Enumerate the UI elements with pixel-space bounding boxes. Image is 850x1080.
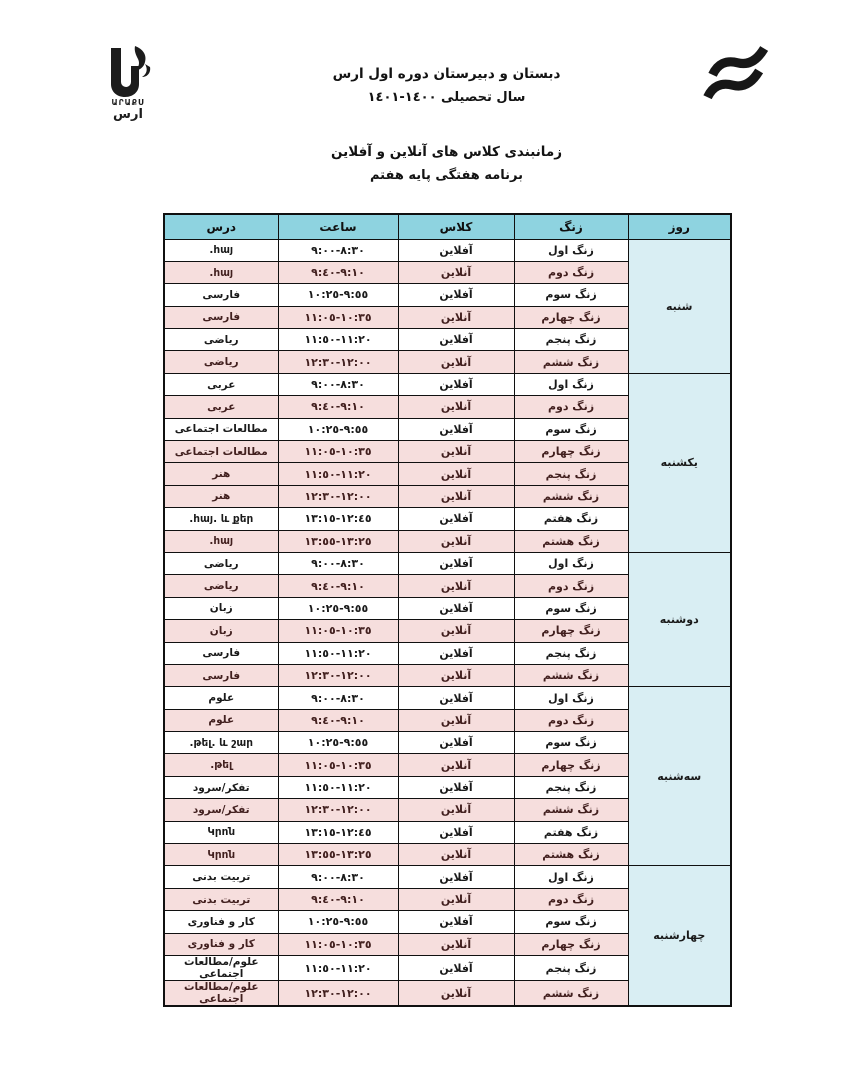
time-cell: ١٢:٠٠-١٢:٣٠ <box>278 664 398 686</box>
class-mode-cell: آفلاین <box>398 597 514 619</box>
time-cell: ١٢:٠٠-١٢:٣٠ <box>278 351 398 373</box>
time-cell: ٨:٣٠-٩:٠٠ <box>278 373 398 395</box>
class-mode-cell: آنلاین <box>398 664 514 686</box>
table-row <box>164 687 731 709</box>
academic-year: سال تحصیلی ١٤٠٠-١٤٠١ <box>367 90 526 105</box>
bell-cell: زنگ اول <box>514 687 628 709</box>
table-row <box>164 373 731 395</box>
bell-cell: زنگ سوم <box>514 284 628 306</box>
lesson-cell: علوم/مطالعات اجتماعی <box>164 956 278 981</box>
class-mode-cell: آنلاین <box>398 981 514 1007</box>
bell-cell: زنگ ششم <box>514 981 628 1007</box>
time-cell: ١٢:٠٠-١٢:٣٠ <box>278 981 398 1007</box>
bell-cell: زنگ سوم <box>514 597 628 619</box>
lesson-cell: հայ. և քեր. <box>164 508 278 530</box>
day-cell: چهارشنبه <box>628 866 731 1006</box>
lesson-cell: ریاضی <box>164 329 278 351</box>
time-cell: ٨:٣٠-٩:٠٠ <box>278 866 398 888</box>
time-cell: ٩:١٠-٩:٤٠ <box>278 396 398 418</box>
time-cell: ٩:١٠-٩:٤٠ <box>278 575 398 597</box>
bell-cell: زنگ دوم <box>514 709 628 731</box>
time-cell: ١١:٢٠-١١:٥٠ <box>278 463 398 485</box>
weekly-schedule-table <box>163 213 732 1007</box>
lesson-cell: հայ. <box>164 530 278 552</box>
lesson-cell: Կրոն <box>164 821 278 843</box>
time-cell: ٨:٣٠-٩:٠٠ <box>278 687 398 709</box>
school-title: دبستان و دبیرستان دوره اول ارس <box>332 66 561 82</box>
lesson-cell: تفکر/سرود <box>164 776 278 798</box>
bell-cell: زنگ دوم <box>514 396 628 418</box>
school-name-persian: ارس <box>113 107 143 122</box>
day-cell: دوشنبه <box>628 552 731 686</box>
class-mode-cell: آفلاین <box>398 821 514 843</box>
time-cell: ١١:٢٠-١١:٥٠ <box>278 776 398 798</box>
bell-cell: زنگ پنجم <box>514 956 628 981</box>
day-cell: یکشنبه <box>628 373 731 552</box>
col-header-class: کلاس <box>398 214 514 239</box>
class-mode-cell: آنلاین <box>398 933 514 955</box>
lesson-cell: علوم <box>164 687 278 709</box>
lesson-cell: فارسی <box>164 306 278 328</box>
time-cell: ٩:٥٥-١٠:٢٥ <box>278 284 398 306</box>
class-mode-cell: آنلاین <box>398 575 514 597</box>
lesson-cell: علوم/مطالعات اجتماعی <box>164 981 278 1007</box>
class-mode-cell: آفلاین <box>398 911 514 933</box>
lesson-cell: ریاضی <box>164 575 278 597</box>
school-emblem-icon <box>105 44 151 98</box>
col-header-day: روز <box>628 214 731 239</box>
lesson-cell: کار و فناوری <box>164 911 278 933</box>
class-mode-cell: آفلاین <box>398 239 514 261</box>
table-row <box>164 552 731 574</box>
bell-cell: زنگ دوم <box>514 261 628 283</box>
lesson-cell: ریاضی <box>164 552 278 574</box>
class-mode-cell: آفلاین <box>398 866 514 888</box>
bell-cell: زنگ دوم <box>514 575 628 597</box>
class-mode-cell: آفلاین <box>398 552 514 574</box>
lesson-cell: مطالعات اجتماعی <box>164 418 278 440</box>
class-mode-cell: آنلاین <box>398 463 514 485</box>
class-mode-cell: آنلاین <box>398 396 514 418</box>
class-mode-cell: آنلاین <box>398 441 514 463</box>
class-mode-cell: آفلاین <box>398 508 514 530</box>
grade-title: برنامه هفتگی پایه هفتم <box>369 168 524 183</box>
bell-cell: زنگ چهارم <box>514 754 628 776</box>
table-row <box>164 866 731 888</box>
time-cell: ١٢:٠٠-١٢:٣٠ <box>278 485 398 507</box>
bell-cell: زنگ سوم <box>514 418 628 440</box>
time-cell: ١٢:٤٥-١٣:١٥ <box>278 821 398 843</box>
bell-cell: زنگ ششم <box>514 664 628 686</box>
class-mode-cell: آنلاین <box>398 799 514 821</box>
lesson-cell: مطالعات اجتماعی <box>164 441 278 463</box>
bell-cell: زنگ چهارم <box>514 620 628 642</box>
bell-cell: زنگ هفتم <box>514 821 628 843</box>
class-mode-cell: آنلاین <box>398 888 514 910</box>
table-header-row <box>164 214 731 239</box>
bell-cell: زنگ سوم <box>514 911 628 933</box>
time-cell: ٩:١٠-٩:٤٠ <box>278 709 398 731</box>
document-subheader <box>163 144 730 184</box>
col-header-time: ساعت <box>278 214 398 239</box>
time-cell: ١٠:٣٥-١١:٠٥ <box>278 441 398 463</box>
lesson-cell: تفکر/سرود <box>164 799 278 821</box>
bell-cell: زنگ چهارم <box>514 933 628 955</box>
time-cell: ١٠:٣٥-١١:٠٥ <box>278 306 398 328</box>
class-mode-cell: آفلاین <box>398 418 514 440</box>
lesson-cell: تربیت بدنی <box>164 888 278 910</box>
lesson-cell: հայ. <box>164 261 278 283</box>
class-mode-cell: آفلاین <box>398 373 514 395</box>
class-mode-cell: آنلاین <box>398 485 514 507</box>
bell-cell: زنگ پنجم <box>514 642 628 664</box>
bell-cell: زنگ پنجم <box>514 776 628 798</box>
class-mode-cell: آفلاین <box>398 687 514 709</box>
class-mode-cell: آفلاین <box>398 284 514 306</box>
lesson-cell: هنر <box>164 463 278 485</box>
class-mode-cell: آفلاین <box>398 732 514 754</box>
bell-cell: زنگ چهارم <box>514 306 628 328</box>
table-row <box>164 239 731 261</box>
bell-cell: زنگ ششم <box>514 351 628 373</box>
time-cell: ٨:٣٠-٩:٠٠ <box>278 239 398 261</box>
lesson-cell: թել. և շար. <box>164 732 278 754</box>
day-cell: شنبه <box>628 239 731 373</box>
class-mode-cell: آنلاین <box>398 530 514 552</box>
time-cell: ٨:٣٠-٩:٠٠ <box>278 552 398 574</box>
schedule-title: زمانبندی کلاس های آنلاین و آفلاین <box>331 144 562 160</box>
lesson-cell: عربی <box>164 373 278 395</box>
col-header-bell: زنگ <box>514 214 628 239</box>
col-header-lesson: درس <box>164 214 278 239</box>
class-mode-cell: آنلاین <box>398 844 514 866</box>
lesson-cell: تربیت بدنی <box>164 866 278 888</box>
time-cell: ٩:٥٥-١٠:٢٥ <box>278 911 398 933</box>
class-mode-cell: آفلاین <box>398 642 514 664</box>
lesson-cell: հայ. <box>164 239 278 261</box>
bell-cell: زنگ ششم <box>514 799 628 821</box>
time-cell: ١٠:٣٥-١١:٠٥ <box>278 754 398 776</box>
time-cell: ١٢:٠٠-١٢:٣٠ <box>278 799 398 821</box>
time-cell: ١٣:٢٥-١٣:٥٥ <box>278 530 398 552</box>
time-cell: ٩:٥٥-١٠:٢٥ <box>278 732 398 754</box>
bell-cell: زنگ هشتم <box>514 530 628 552</box>
lesson-cell: فارسی <box>164 642 278 664</box>
bell-cell: زنگ دوم <box>514 888 628 910</box>
time-cell: ١١:٢٠-١١:٥٠ <box>278 329 398 351</box>
bell-cell: زنگ اول <box>514 552 628 574</box>
bell-cell: زنگ اول <box>514 373 628 395</box>
time-cell: ١٢:٤٥-١٣:١٥ <box>278 508 398 530</box>
time-cell: ١٠:٣٥-١١:٠٥ <box>278 933 398 955</box>
bell-cell: زنگ ششم <box>514 485 628 507</box>
class-mode-cell: آفلاین <box>398 956 514 981</box>
time-cell: ٩:٥٥-١٠:٢٥ <box>278 418 398 440</box>
lesson-cell: کار و فناوری <box>164 933 278 955</box>
time-cell: ٩:١٠-٩:٤٠ <box>278 261 398 283</box>
day-cell: سه‌شنبه <box>628 687 731 866</box>
lesson-cell: علوم <box>164 709 278 731</box>
class-mode-cell: آنلاین <box>398 261 514 283</box>
time-cell: ١١:٢٠-١١:٥٠ <box>278 956 398 981</box>
bell-cell: زنگ پنجم <box>514 329 628 351</box>
bell-cell: زنگ اول <box>514 866 628 888</box>
bell-cell: زنگ چهارم <box>514 441 628 463</box>
bell-cell: زنگ اول <box>514 239 628 261</box>
time-cell: ١١:٢٠-١١:٥٠ <box>278 642 398 664</box>
time-cell: ١٣:٢٥-١٣:٥٥ <box>278 844 398 866</box>
class-mode-cell: آنلاین <box>398 351 514 373</box>
lesson-cell: زبان <box>164 597 278 619</box>
time-cell: ٩:١٠-٩:٤٠ <box>278 888 398 910</box>
class-mode-cell: آنلاین <box>398 620 514 642</box>
lesson-cell: زبان <box>164 620 278 642</box>
bell-cell: زنگ هشتم <box>514 844 628 866</box>
lesson-cell: Կրոն <box>164 844 278 866</box>
class-mode-cell: آنلاین <box>398 709 514 731</box>
school-name-armenian: ԱՐԱՔՍ <box>111 98 145 107</box>
class-mode-cell: آنلاین <box>398 306 514 328</box>
lesson-cell: عربی <box>164 396 278 418</box>
lesson-cell: هنر <box>164 485 278 507</box>
class-mode-cell: آفلاین <box>398 329 514 351</box>
bell-cell: زنگ پنجم <box>514 463 628 485</box>
lesson-cell: թել. <box>164 754 278 776</box>
time-cell: ١٠:٣٥-١١:٠٥ <box>278 620 398 642</box>
document-header <box>163 66 730 106</box>
lesson-cell: فارسی <box>164 284 278 306</box>
school-logo <box>90 44 166 122</box>
bell-cell: زنگ هفتم <box>514 508 628 530</box>
class-mode-cell: آفلاین <box>398 776 514 798</box>
bell-cell: زنگ سوم <box>514 732 628 754</box>
time-cell: ٩:٥٥-١٠:٢٥ <box>278 597 398 619</box>
lesson-cell: فارسی <box>164 664 278 686</box>
lesson-cell: ریاضی <box>164 351 278 373</box>
class-mode-cell: آنلاین <box>398 754 514 776</box>
